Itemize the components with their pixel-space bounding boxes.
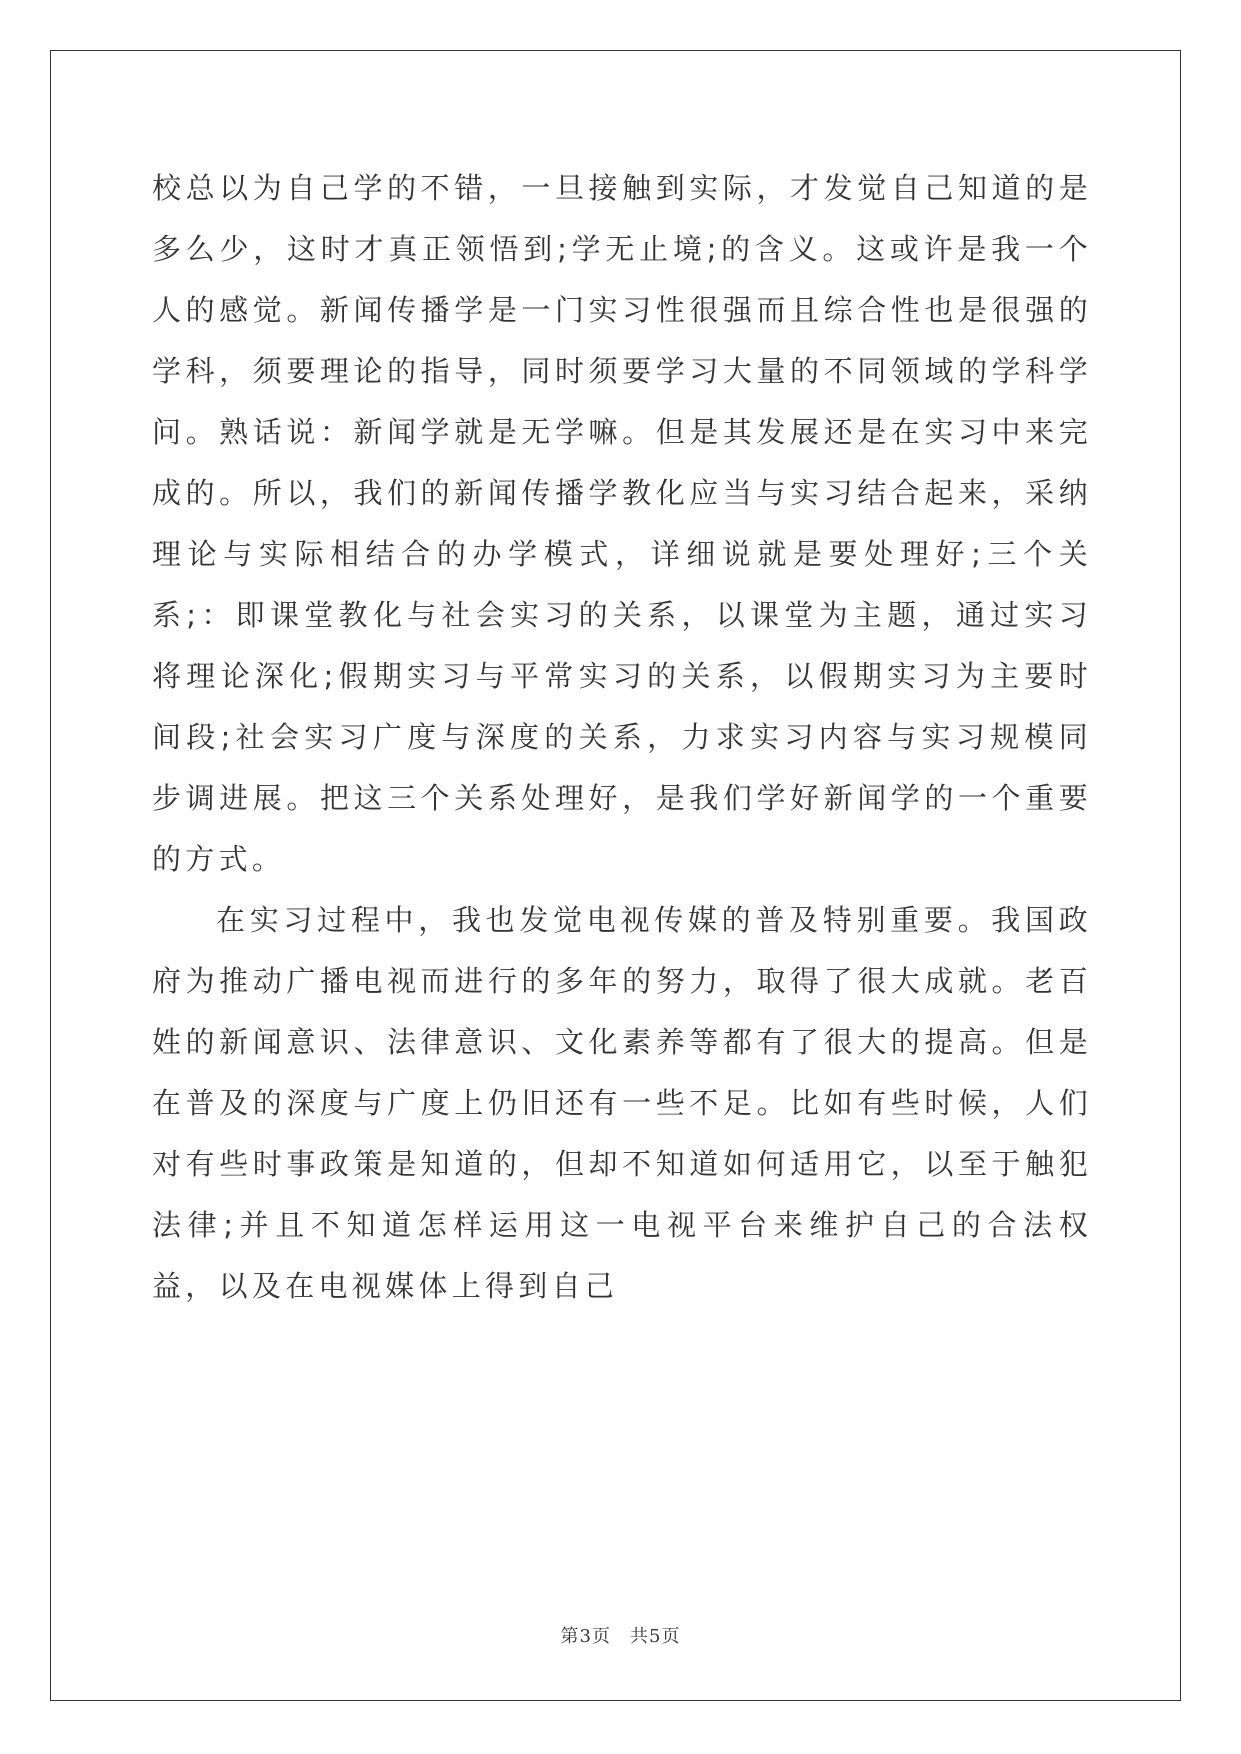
page-footer: 第3页 共5页 bbox=[560, 1626, 681, 1647]
document-body bbox=[152, 158, 1092, 1317]
paragraph-1: 校总以为自己学的不错，一旦接触到实际，才发觉自己知道的是多么少，这时才真正领悟到;学无止境;的含义。这或许是我一个人的感觉。新闻传播学是一门实习性很强而且综合性也是很强的学科，须要理论的指导，同时须要学习大量的不同领域的学科学问。熟话说：新闻学就是无学嘛。但是其发展还是在实习中来完成的。所以，我们的新闻传播学教化应当与实习结合起来，采纳理论与实际相结合的办学模式，详细说就是要处理好;三个关系;：即课堂教化与社会实习的关系，以课堂为主题，通过实习将理论深化;假期实习与平常实习的关系，以假期实习为主要时间段;社会实习广度与深度的关系，力求实习内容与实习规模同步调进展。把这三个关系处理好，是我们学好新闻学的一个重要的方式。 bbox=[152, 171, 1092, 876]
paragraph-2: 在实习过程中，我也发觉电视传媒的普及特别重要。我国政府为推动广播电视而进行的多年的努力，取得了很大成就。老百姓的新闻意识、法律意识、文化素养等都有了很大的提高。但是在普及的深度与广度上仍旧还有一些不足。比如有些时候，人们对有些时事政策是知道的，但却不知道如何适用它，以至于触犯法律;并且不知道怎样运用这一电视平台来维护自己的合法权益，以及在电视媒体上得到自己 bbox=[152, 903, 1092, 1303]
